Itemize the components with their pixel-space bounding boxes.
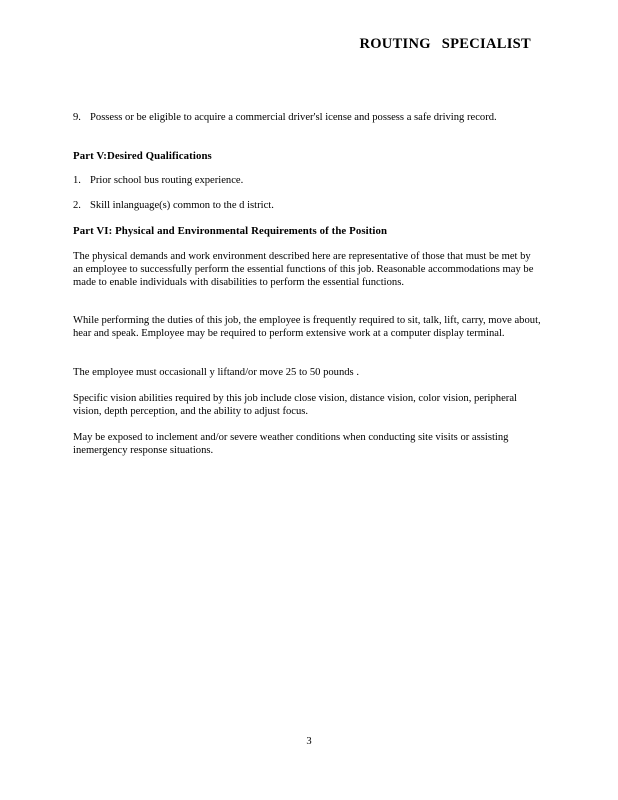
duties-paragraph: While performing the duties of this job, the employee is frequently required to sit, talk, lift, carry, move about, hear and speak. Employee may be required to perform extensive work at a computer display terminal.	[73, 315, 541, 339]
list-item-number: 2.	[73, 200, 81, 211]
part-v-item-2	[73, 200, 543, 213]
lifting-paragraph: The employee must occasionall y liftand/or move 25 to 50 pounds .	[73, 367, 359, 378]
list-item	[73, 175, 543, 188]
list-item-text: Prior school bus routing experience.	[90, 175, 244, 186]
document-title: ROUTING SPECIALIST	[359, 36, 531, 52]
part-v-heading: Part V:Desired Qualifications	[73, 150, 212, 162]
physical-demands-paragraph: The physical demands and work environment described here are representative of those that must be met by an employee to successfully perform the essential functions of this job. Reasonable accommodations may be made to enable individuals with disabilities to perform the essential functions.	[73, 251, 534, 288]
list-item	[73, 200, 543, 213]
list-item-text: Possess or be eligible to acquire a commercial driver'sl icense and possess a safe driving record.	[90, 112, 497, 123]
vision-paragraph: Specific vision abilities required by this job include close vision, distance vision, color vision, peripheral vision, depth perception, and the ability to adjust focus.	[73, 393, 517, 417]
requirement-item-9	[73, 112, 543, 125]
list-item-number: 9.	[73, 112, 81, 123]
list-item	[73, 112, 543, 125]
part-vi-heading: Part VI: Physical and Environmental Requirements of the Position	[73, 225, 388, 237]
part-v-item-1	[73, 175, 543, 188]
list-item-number: 1.	[73, 175, 81, 186]
weather-paragraph: May be exposed to inclement and/or severe weather conditions when conducting site visits or assisting inemergency response situations.	[73, 432, 509, 456]
list-item-text: Skill inlanguage(s) common to the d istrict.	[90, 200, 274, 211]
page-number: 3	[306, 736, 312, 747]
